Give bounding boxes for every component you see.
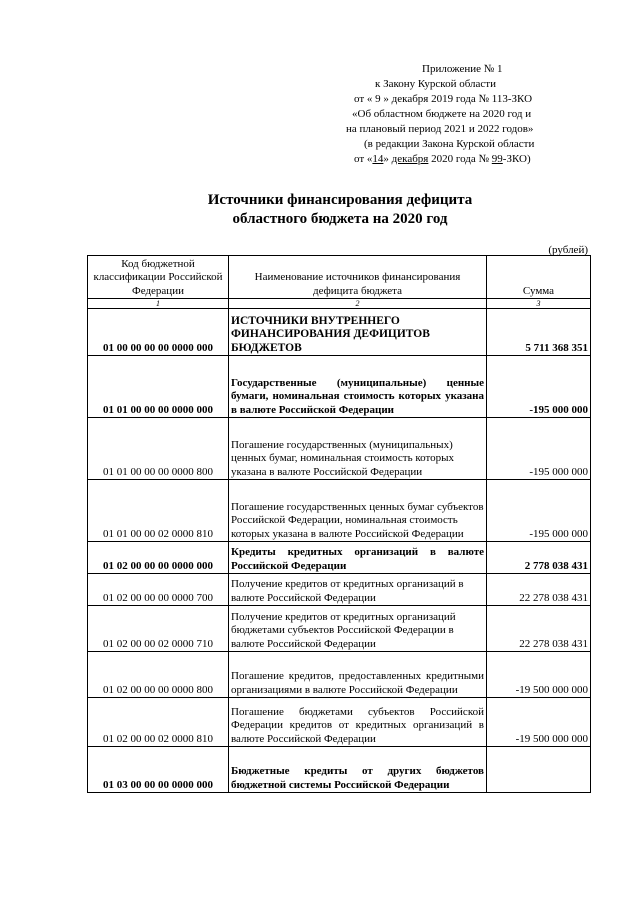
col-number: 2: [229, 299, 487, 309]
revision-day: 14: [372, 153, 384, 165]
row-name: ИСТОЧНИКИ ВНУТРЕННЕГО ФИНАНСИРОВАНИЯ ДЕФИЦИТОВ БЮДЖЕТОВ: [229, 309, 487, 356]
row-sum: -19 500 000 000: [487, 652, 591, 698]
column-numbers-row: [88, 299, 591, 309]
row-code: 01 02 00 00 02 0000 710: [88, 606, 229, 652]
col-number: 1: [88, 299, 229, 309]
financing-table: [87, 255, 591, 793]
table-row: [88, 309, 591, 356]
revision-suffix: -ЗКО): [502, 153, 531, 165]
document-title: [0, 191, 640, 229]
row-sum: 22 278 038 431: [487, 574, 591, 606]
header-name: Наименование источников финансирования дефицита бюджета: [229, 256, 487, 299]
revision-date: [340, 152, 590, 167]
row-sum: 22 278 038 431: [487, 606, 591, 652]
units-label: (рублей): [548, 244, 588, 256]
revision-month: декабря: [391, 153, 429, 165]
row-sum: [487, 747, 591, 793]
row-name: Получение кредитов от кредитных организаций в валюте Российской Федерации: [229, 574, 487, 606]
law-date: от « 9 » декабря 2019 года № 113-ЗКО: [354, 93, 533, 105]
row-code: 01 01 00 00 02 0000 810: [88, 480, 229, 542]
row-code: 01 01 00 00 00 0000 800: [88, 418, 229, 480]
row-sum: 2 778 038 431: [487, 542, 591, 574]
col-number: 3: [487, 299, 591, 309]
row-name: Погашение государственных (муниципальных) ценных бумаг, номинальная стоимость которых указана в валюте Российской Федерации: [229, 418, 487, 480]
row-name: Получение кредитов от кредитных организаций бюджетами субъектов Российской Федерации в валюте Российской Федерации: [229, 606, 487, 652]
title-line1: Источники финансирования дефицита: [207, 192, 473, 208]
row-code: 01 02 00 00 02 0000 810: [88, 698, 229, 747]
row-name: Погашение кредитов, предоставленных кредитными организациями в валюте Российской Федерации: [229, 652, 487, 698]
table-row: [88, 356, 591, 418]
row-sum: -195 000 000: [487, 480, 591, 542]
appendix-header: [340, 62, 590, 167]
row-name: Кредиты кредитных организаций в валюте Российской Федерации: [229, 542, 487, 574]
row-code: 01 00 00 00 00 0000 000: [88, 309, 229, 356]
row-code: 01 02 00 00 00 0000 800: [88, 652, 229, 698]
title-line2: областного бюджета на 2020 год: [232, 211, 448, 227]
revision-date-sep: »: [383, 153, 392, 165]
law-title-line2: на плановый период 2021 и 2022 годов»: [346, 123, 534, 135]
header-sum: Сумма: [487, 256, 591, 299]
table-row: [88, 542, 591, 574]
table-row: [88, 652, 591, 698]
revision-year: 2020 года №: [428, 153, 492, 165]
revision-date-prefix: от «: [354, 153, 373, 165]
header-code: Код бюджетной классификации Российской Федерации: [88, 256, 229, 299]
row-code: 01 02 00 00 00 0000 700: [88, 574, 229, 606]
table-header-row: [88, 256, 591, 299]
row-code: 01 02 00 00 00 0000 000: [88, 542, 229, 574]
law-reference: к Закону Курской области: [375, 78, 496, 90]
table-row: [88, 480, 591, 542]
table-row: [88, 606, 591, 652]
row-code: 01 03 00 00 00 0000 000: [88, 747, 229, 793]
row-code: 01 01 00 00 00 0000 000: [88, 356, 229, 418]
row-sum: 5 711 368 351: [487, 309, 591, 356]
table-row: [88, 698, 591, 747]
table-row: [88, 418, 591, 480]
table-row: [88, 747, 591, 793]
row-sum: -195 000 000: [487, 418, 591, 480]
row-name: Погашение государственных ценных бумаг субъектов Российской Федерации, номинальная стоимость которых указана в валюте Российской Федерации: [229, 480, 487, 542]
law-title-line1: «Об областном бюджете на 2020 год и: [352, 108, 532, 120]
row-sum: -195 000 000: [487, 356, 591, 418]
row-name: Бюджетные кредиты от других бюджетов бюджетной системы Российской Федерации: [229, 747, 487, 793]
revision-number: 99: [491, 153, 503, 165]
row-name: Государственные (муниципальные) ценные бумаги, номинальная стоимость которых указана в валюте Российской Федерации: [229, 356, 487, 418]
row-name: Погашение бюджетами субъектов Российской Федерации кредитов от кредитных организаций в валюте Российской Федерации: [229, 698, 487, 747]
row-sum: -19 500 000 000: [487, 698, 591, 747]
appendix-number: Приложение № 1: [422, 63, 503, 75]
revision-note: (в редакции Закона Курской области: [364, 138, 535, 150]
table-row: [88, 574, 591, 606]
